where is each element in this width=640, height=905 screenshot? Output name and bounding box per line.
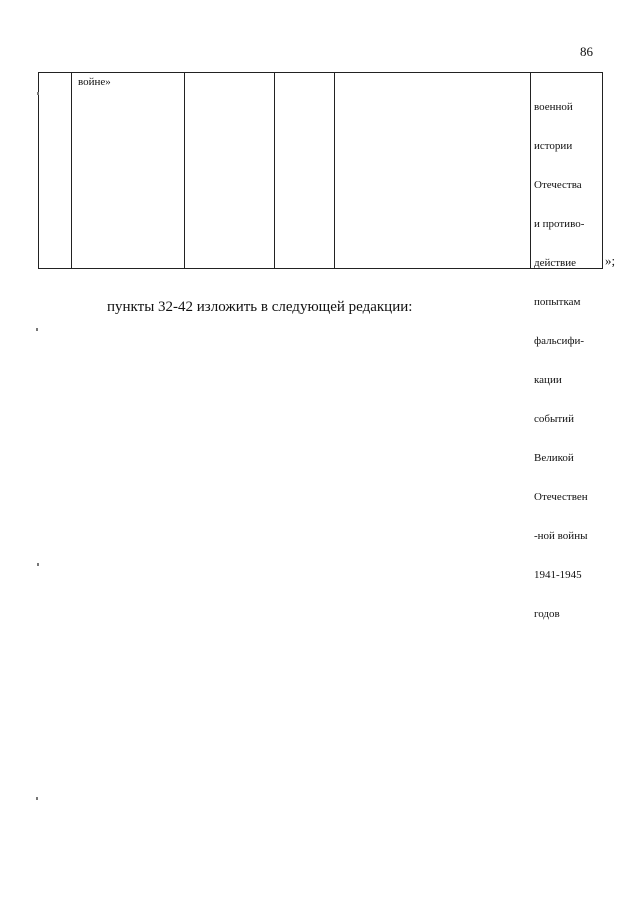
cell-line: событий <box>534 413 574 425</box>
table-column-line <box>530 73 531 268</box>
table-column-line <box>184 73 185 268</box>
cell-line: и противо- <box>534 218 585 230</box>
cell-line: фальсифи- <box>534 335 585 347</box>
cell-line: -ной войны <box>534 530 588 542</box>
table-column-line <box>71 73 72 268</box>
table-column-line <box>38 73 39 268</box>
scan-speck <box>37 92 39 95</box>
cell-line: Великой <box>534 452 574 464</box>
table-column-line <box>334 73 335 268</box>
table-column-line <box>602 73 603 268</box>
closing-quote-mark: »; <box>605 253 616 268</box>
table-column-line <box>274 73 275 268</box>
cell-line: Отечества <box>534 179 582 191</box>
table-cell-last <box>534 75 588 647</box>
amendment-paragraph: пункты 32-42 изложить в следующей редакции: <box>107 299 413 315</box>
table-cell-voyne: войне» <box>78 76 111 88</box>
cell-line: 1941-1945 <box>534 569 582 581</box>
cell-line: военной <box>534 101 573 113</box>
cell-line: Отечествен <box>534 491 588 503</box>
scan-speck <box>37 563 39 566</box>
page-number: 86 <box>580 44 593 59</box>
cell-line: истории <box>534 140 573 152</box>
scan-speck <box>36 328 38 331</box>
scan-speck <box>36 797 38 800</box>
cell-line: кации <box>534 374 562 386</box>
cell-line: попыткам <box>534 296 581 308</box>
cell-line: действие <box>534 257 577 269</box>
cell-line: годов <box>534 608 560 620</box>
